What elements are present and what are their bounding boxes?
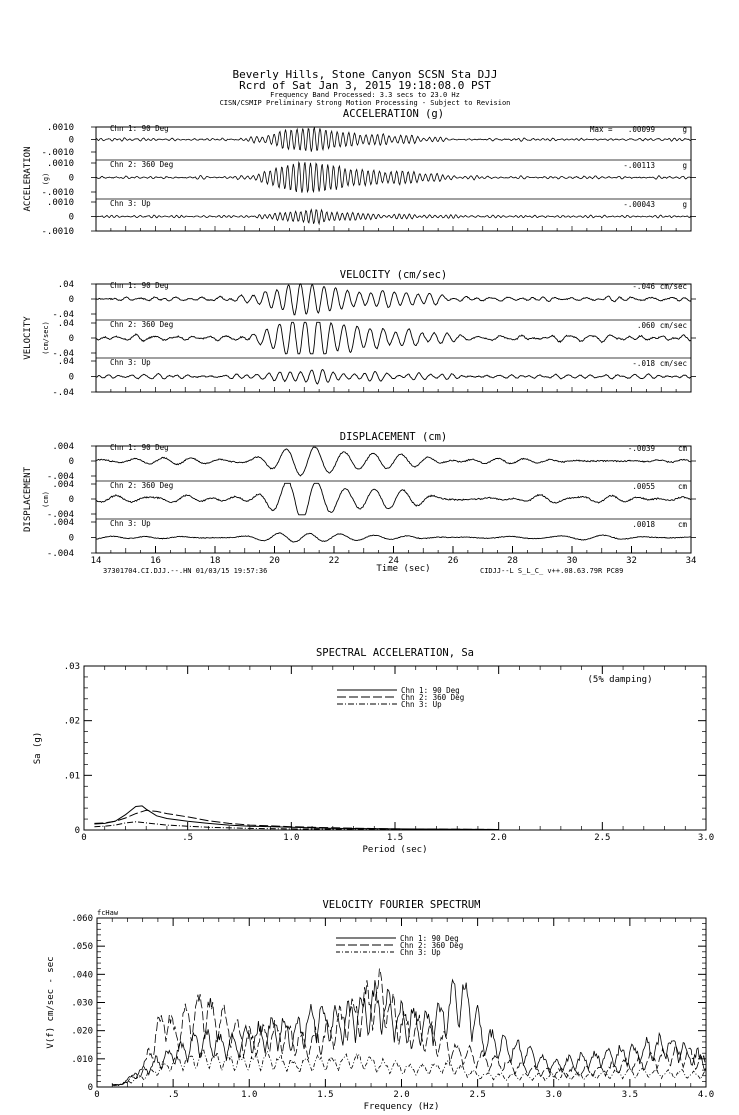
max-prefix: Max = — [590, 125, 613, 134]
damping-note: (5% damping) — [587, 675, 653, 685]
time-tick-label: 18 — [209, 556, 221, 566]
channel-name: Chn 2: 360 Deg — [110, 481, 174, 490]
channel-zero-label: 0 — [68, 334, 74, 344]
channel-ymin-label: -.0010 — [41, 188, 74, 198]
waveform-trace — [96, 447, 691, 476]
channel-peak-unit: cm/sec — [659, 359, 687, 368]
channel-zero-label: 0 — [68, 495, 74, 505]
panel-title: VELOCITY (cm/sec) — [339, 269, 448, 281]
channel-peak-unit: cm — [677, 520, 687, 529]
x-tick-label: 2.0 — [490, 833, 507, 843]
panel-title: ACCELERATION (g) — [342, 108, 445, 120]
waveform-trace — [96, 162, 691, 192]
displacement-panel — [23, 431, 696, 574]
channel-name: Chn 1: 90 Deg — [110, 124, 169, 133]
x-tick-label: 2.5 — [594, 833, 611, 843]
y-tick-label: 0 — [74, 826, 80, 836]
channel-ymin-label: -.0010 — [41, 227, 74, 237]
channel-peak-value: -.046 — [632, 282, 655, 291]
time-tick-label: 34 — [685, 556, 697, 566]
legend-entry: Chn 2: 360 Deg — [400, 941, 464, 950]
y-tick-label: .020 — [71, 1026, 93, 1037]
time-tick-label: 28 — [507, 556, 518, 566]
chart-title: VELOCITY FOURIER SPECTRUM — [322, 899, 481, 911]
channel-peak-unit: g — [682, 125, 687, 134]
y-tick-label: .01 — [63, 771, 80, 782]
channel-name: Chn 2: 360 Deg — [110, 160, 174, 169]
x-tick-label: 3.0 — [545, 1090, 562, 1100]
channel-peak-value: .060 — [636, 321, 655, 330]
y-tick-label: .050 — [71, 942, 93, 953]
sa-series-line — [94, 806, 498, 830]
channel-peak-unit: g — [682, 161, 687, 170]
waveform-trace — [96, 533, 691, 542]
panel-ylabel: DISPLACEMENT — [23, 466, 33, 533]
channel-peak-unit: cm/sec — [659, 282, 687, 291]
header-line-4: CISN/CSMIP Preliminary Strong Motion Processing - Subject to Revision — [219, 99, 511, 107]
channel-peak-unit: cm — [677, 482, 687, 491]
x-tick-label: 1.0 — [241, 1090, 258, 1100]
channel-zero-label: 0 — [68, 212, 74, 223]
panel-unit-label: (cm) — [42, 491, 50, 508]
channel-name: Chn 3: Up — [110, 358, 151, 367]
channel-ymin-label: -.004 — [46, 549, 74, 559]
x-axis-label: Period (sec) — [362, 845, 428, 855]
x-tick-label: .5 — [182, 833, 194, 843]
legend-entry: Chn 1: 90 Deg — [401, 686, 460, 695]
header-line-1: Beverly Hills, Stone Canyon SCSN Sta DJJ — [232, 68, 498, 81]
channel-peak-value: .00099 — [627, 125, 655, 134]
waveform-trace — [96, 322, 691, 354]
channel-peak-unit: cm — [677, 444, 687, 453]
channel-peak-unit: cm/sec — [659, 321, 687, 330]
x-tick-label: 2.5 — [469, 1090, 486, 1100]
x-tick-label: 3.0 — [697, 833, 715, 843]
channel-ymin-label: -.04 — [52, 310, 74, 320]
channel-ymax-label: .004 — [52, 480, 74, 490]
chart-title: SPECTRAL ACCELERATION, Sa — [315, 647, 475, 659]
acceleration-panel — [23, 108, 696, 237]
x-tick-label: 1.0 — [283, 833, 300, 843]
corner-label: fcHaw — [97, 909, 119, 917]
header-line-2: Rcrd of Sat Jan 3, 2015 19:18:08.0 PST — [239, 79, 491, 92]
channel-zero-label: 0 — [68, 173, 74, 184]
channel-peak-value: -.018 — [632, 359, 655, 368]
time-axis-label: Time (sec) — [376, 564, 431, 574]
time-tick-label: 14 — [90, 556, 102, 566]
y-tick-label: .03 — [63, 662, 80, 672]
x-tick-label: 3.5 — [621, 1090, 639, 1100]
channel-ymax-label: .0010 — [46, 159, 74, 169]
channel-ymin-label: -.004 — [46, 472, 74, 482]
waveform-trace — [96, 284, 691, 315]
y-tick-label: .030 — [71, 998, 93, 1009]
x-axis-label: Frequency (Hz) — [363, 1102, 440, 1112]
waveform-trace — [96, 210, 691, 224]
channel-name: Chn 2: 360 Deg — [110, 320, 174, 329]
x-tick-label: 1.5 — [317, 1090, 334, 1100]
waveform-trace — [96, 370, 691, 385]
channel-ymax-label: .04 — [57, 357, 74, 367]
channel-peak-value: .0018 — [632, 520, 655, 529]
footer-processing-id: CIDJJ--L S_L_C_ v++.08.63.79R PC89 — [480, 567, 624, 575]
panel-ylabel: VELOCITY — [23, 316, 33, 360]
time-tick-label: 20 — [269, 556, 280, 566]
x-tick-label: 4.0 — [697, 1090, 715, 1100]
header-line-3: Frequency Band Processed: 3.3 secs to 23.0 Hz — [270, 91, 460, 99]
x-tick-label: 0 — [81, 833, 87, 843]
time-tick-label: 24 — [388, 556, 399, 566]
channel-peak-value: -.00043 — [623, 200, 655, 209]
y-axis-label: V(f) cm/sec - sec — [46, 956, 56, 1049]
time-tick-label: 30 — [566, 556, 578, 566]
fourier-spectrum-chart — [46, 899, 714, 1112]
panel-title: DISPLACEMENT (cm) — [339, 431, 448, 443]
channel-ymax-label: .0010 — [46, 123, 74, 133]
channel-zero-label: 0 — [68, 135, 74, 146]
y-tick-label: 0 — [87, 1083, 93, 1093]
legend-entry: Chn 3: Up — [401, 700, 442, 709]
x-tick-label: .5 — [167, 1090, 179, 1100]
channel-ymin-label: -.04 — [52, 349, 74, 359]
channel-ymax-label: .004 — [52, 442, 74, 452]
spectral-acceleration-chart — [33, 647, 714, 855]
channel-name: Chn 1: 90 Deg — [110, 443, 169, 452]
channel-peak-value: -.0039 — [627, 444, 655, 453]
waveform-trace — [96, 483, 691, 515]
x-tick-label: 2.0 — [393, 1090, 410, 1100]
y-tick-label: .010 — [71, 1054, 93, 1065]
channel-zero-label: 0 — [68, 295, 74, 305]
velocity-panel — [23, 269, 696, 398]
channel-zero-label: 0 — [68, 457, 74, 467]
legend-entry: Chn 3: Up — [400, 948, 441, 957]
sa-series-line — [94, 810, 498, 829]
legend-entry: Chn 2: 360 Deg — [401, 693, 465, 702]
channel-name: Chn 1: 90 Deg — [110, 281, 169, 290]
channel-name: Chn 3: Up — [110, 199, 151, 208]
channel-ymax-label: .04 — [57, 280, 74, 290]
channel-ymin-label: -.004 — [46, 510, 74, 520]
channel-zero-label: 0 — [68, 533, 74, 544]
y-tick-label: .02 — [63, 716, 80, 727]
time-tick-label: 32 — [626, 556, 637, 566]
channel-ymax-label: .004 — [52, 518, 74, 528]
channel-name: Chn 3: Up — [110, 519, 151, 528]
y-tick-label: .060 — [71, 914, 93, 924]
channel-ymax-label: .04 — [57, 319, 74, 329]
fourier-series-line — [112, 969, 706, 1086]
panel-unit-label: (cm/sec) — [42, 321, 50, 355]
channel-ymax-label: .0010 — [46, 198, 74, 208]
channel-ymin-label: -.04 — [52, 388, 74, 398]
chart-frame — [84, 666, 706, 830]
time-tick-label: 26 — [447, 556, 459, 566]
time-tick-label: 16 — [150, 556, 161, 566]
channel-ymin-label: -.0010 — [41, 148, 74, 158]
x-tick-label: 0 — [94, 1090, 100, 1100]
y-axis-label: Sa (g) — [33, 731, 43, 765]
channel-peak-value: .0055 — [632, 482, 655, 491]
panel-unit-label: (g) — [42, 172, 50, 186]
legend-entry: Chn 1: 90 Deg — [400, 934, 459, 943]
footer-record-id: 37301704.CI.DJJ.--.HN 01/03/15 19:57:36 — [103, 567, 268, 575]
channel-peak-unit: g — [682, 200, 687, 209]
sa-series-line — [94, 822, 498, 830]
channel-peak-value: -.00113 — [623, 161, 655, 170]
y-tick-label: .040 — [71, 970, 93, 981]
panel-ylabel: ACCELERATION — [23, 146, 33, 212]
x-tick-label: 1.5 — [386, 833, 404, 843]
time-tick-label: 22 — [328, 556, 340, 566]
channel-zero-label: 0 — [68, 372, 74, 383]
